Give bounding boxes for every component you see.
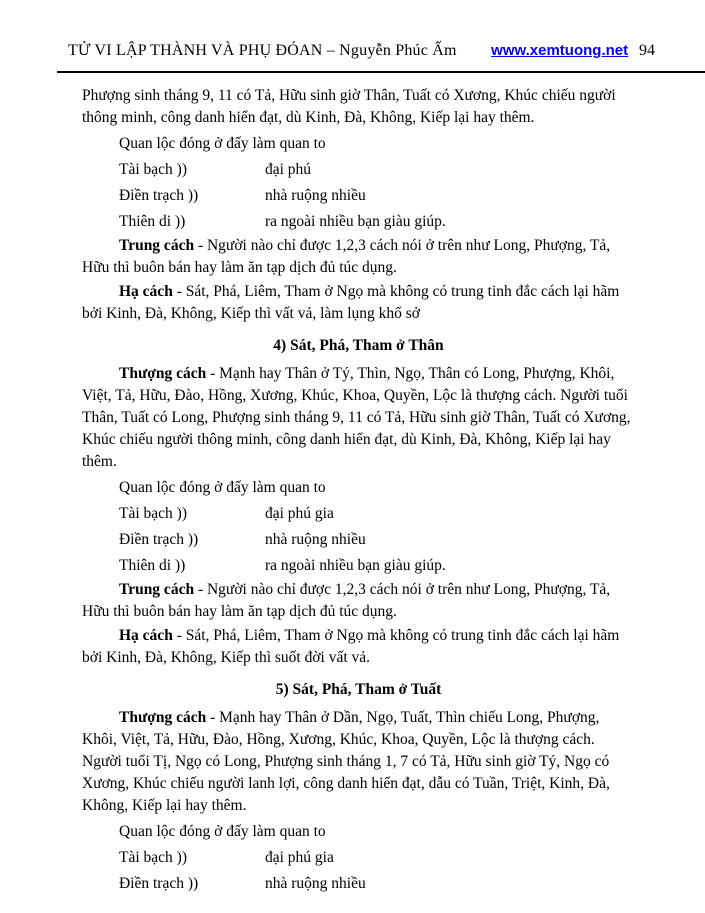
- ha-cach-text: - Sát, Phá, Liêm, Tham ở Ngọ mà không có trung tinh đắc cách lại hãm bởi Kinh, Đà, Không, Kiếp thì vất vả, làm lụng khổ sở: [82, 283, 620, 322]
- palace-label: Thiên di )): [119, 213, 186, 230]
- palace-label: Điền trạch )): [119, 531, 199, 548]
- palace-label: Tài bạch )): [119, 505, 187, 522]
- header-divider: [57, 71, 705, 73]
- section-heading-4: 4) Sát, Phá, Tham ở Thân: [273, 337, 444, 354]
- palace-label: Tài bạch )): [119, 161, 187, 178]
- thuong-cach-label: Thượng cách: [119, 709, 207, 726]
- website-link[interactable]: www.xemtuong.net: [491, 42, 629, 59]
- palace-label: Điền trạch )): [119, 875, 199, 892]
- thuong-cach-text: - Mạnh hay Thân ở Dần, Ngọ, Tuất, Thìn chiếu Long, Phượng, Khôi, Việt, Tả, Hữu, Đào, Hồng, Xương, Khúc, Khoa, Quyền, Lộc là thượng cách. Người tuổi Tị, Ngọ có Long, Phượng sinh tháng 1, 7 có Tả, Hữu sinh giờ Tý, Ngọ có Xương, Khúc chiếu người lanh lợi, công danh hiển đạt, dẫu có Tuần, Triệt, Kinh, Đà, Không, Kiếp lại hay thêm.: [82, 709, 610, 814]
- palace-value: đại phú gia: [265, 849, 334, 866]
- section-heading-5: 5) Sát, Phá, Tham ở Tuất: [275, 681, 442, 698]
- trung-cach-label: Trung cách: [119, 581, 195, 598]
- palace-value: ra ngoài nhiều bạn giàu giúp.: [265, 557, 446, 574]
- palace-row: [82, 873, 635, 895]
- thuong-cach-paragraph: [82, 707, 635, 817]
- ha-cach-paragraph: [82, 281, 635, 325]
- quan-loc-line: Quan lộc đóng ở đấy làm quan to: [119, 135, 326, 152]
- thuong-cach-paragraph: [82, 363, 635, 473]
- thuong-cach-text: - Mạnh hay Thân ở Tý, Thìn, Ngọ, Thân có Long, Phượng, Khôi, Việt, Tả, Hữu, Đào, Hồng, Xương, Khúc, Khoa, Quyền, Lộc là thượng cách. Người tuổi Thân, Tuất có Long, Phượng sinh tháng 9, 11 có Tả, Hữu sinh giờ Thân, Tuất có Xương, Khúc chiếu người thông minh, công danh hiển đạt, dù Kinh, Đà, Không, Kiếp lại hay thêm.: [82, 365, 631, 470]
- trung-cach-label: Trung cách: [119, 237, 195, 254]
- ha-cach-label: Hạ cách: [119, 283, 173, 300]
- palace-row: [82, 159, 635, 181]
- palace-row: [82, 211, 635, 233]
- thuong-cach-label: Thượng cách: [119, 365, 207, 382]
- palace-value: đại phú: [265, 161, 312, 178]
- palace-value: ra ngoài nhiều bạn giàu giúp.: [265, 213, 446, 230]
- quan-loc-line: Quan lộc đóng ở đấy làm quan to: [119, 823, 326, 840]
- document-body: [82, 85, 635, 895]
- palace-label: Thiên di )): [119, 557, 186, 574]
- page-header: [0, 0, 705, 60]
- palace-row: [82, 847, 635, 869]
- quan-loc-line: Quan lộc đóng ở đấy làm quan to: [119, 479, 326, 496]
- palace-label: Điền trạch )): [119, 187, 199, 204]
- palace-row: [82, 555, 635, 577]
- palace-row: [82, 503, 635, 525]
- palace-row: [82, 185, 635, 207]
- ha-cach-text: - Sát, Phá, Liêm, Tham ở Ngọ mà không có trung tinh đắc cách lại hãm bởi Kinh, Đà, Không, Kiếp thì suốt đời vất vả.: [82, 627, 620, 666]
- trung-cach-paragraph: [82, 235, 635, 279]
- trung-cach-text: - Người nào chỉ được 1,2,3 cách nói ở trên như Long, Phượng, Tả, Hữu thì buôn bán hay làm ăn tạp dịch đủ túc dụng.: [82, 581, 611, 620]
- header-right-group: [491, 42, 655, 60]
- trung-cach-text: - Người nào chỉ được 1,2,3 cách nói ở trên như Long, Phượng, Tả, Hữu thì buôn bán hay làm ăn tạp dịch đủ túc dụng.: [82, 237, 611, 276]
- ha-cach-paragraph: [82, 625, 635, 669]
- palace-row: [82, 529, 635, 551]
- palace-value: nhà ruộng nhiều: [265, 875, 366, 892]
- intro-paragraph: Phượng sinh tháng 9, 11 có Tả, Hữu sinh giờ Thân, Tuất có Xương, Khúc chiếu người thông minh, công danh hiển đạt, dù Kinh, Đà, Không, Kiếp lại hay thêm.: [82, 87, 616, 126]
- trung-cach-paragraph: [82, 579, 635, 623]
- ha-cach-label: Hạ cách: [119, 627, 173, 644]
- page-number: 94: [639, 42, 655, 59]
- palace-value: nhà ruộng nhiều: [265, 187, 366, 204]
- palace-label: Tài bạch )): [119, 849, 187, 866]
- palace-value: nhà ruộng nhiều: [265, 531, 366, 548]
- book-title: TỬ VI LẬP THÀNH VÀ PHỤ ĐÓAN – Nguyễn Phúc Ấm: [68, 42, 457, 59]
- palace-value: đại phú gia: [265, 505, 334, 522]
